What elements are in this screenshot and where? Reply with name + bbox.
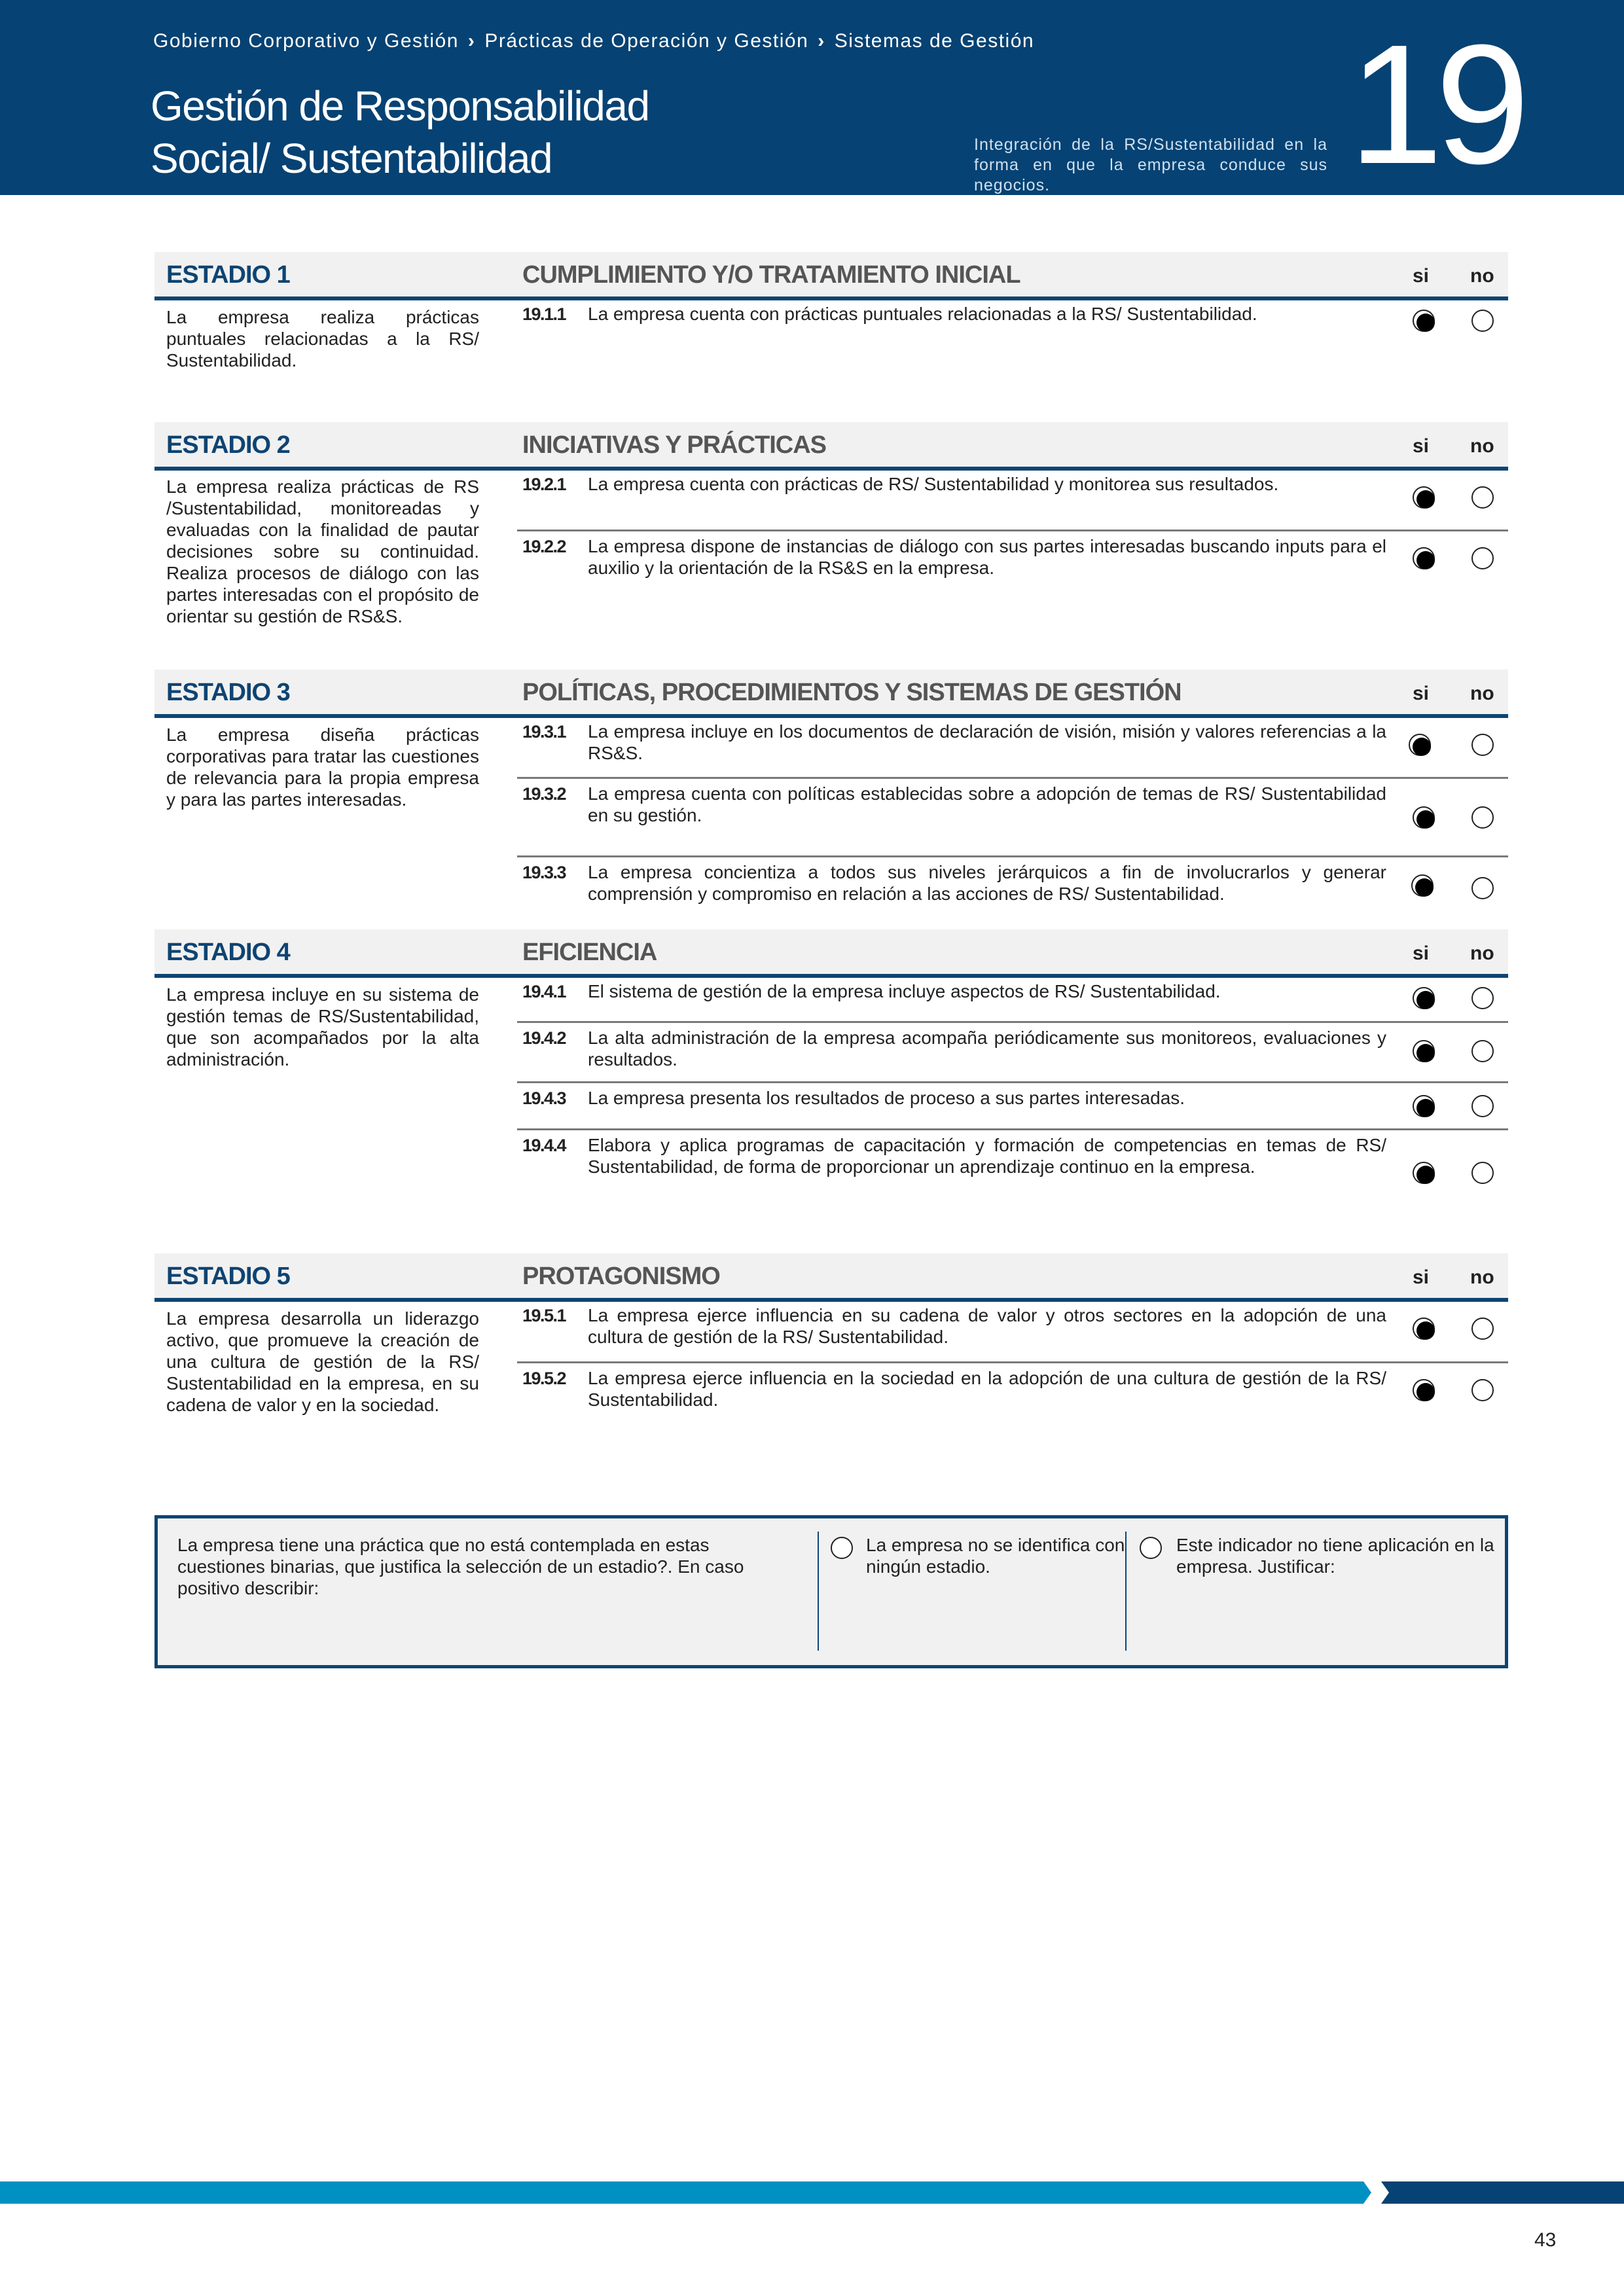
breadcrumb — [153, 30, 1034, 52]
question-row — [517, 1128, 1508, 1202]
question-row — [517, 717, 1508, 777]
question-code: 19.3.3 — [522, 863, 566, 882]
radio-no[interactable] — [1471, 806, 1494, 829]
page-title-line: Social/ Sustentabilidad — [151, 135, 552, 182]
stage-title: INICIATIVAS Y PRÁCTICAS — [522, 431, 827, 459]
question-text: La empresa cuenta con prácticas de RS/ Sustentabilidad y monitorea sus resultados. — [588, 474, 1279, 494]
question-text: La empresa dispone de instancias de diálogo con sus partes interesadas buscando inputs para el auxilio y la orientación de la RS&S en la empresa. — [588, 536, 1386, 578]
column-si: si — [1413, 1266, 1430, 1288]
question-code: 19.4.1 — [522, 982, 566, 1001]
footer-band-dark — [1381, 2181, 1624, 2204]
column-no: no — [1470, 1266, 1494, 1288]
question-text: La empresa incluye en los documentos de declaración de visión, misión y valores referencias a la RS&S. — [588, 721, 1386, 763]
column-si: si — [1413, 265, 1430, 287]
radio-si-checked[interactable] — [1413, 486, 1435, 509]
stage-label: ESTADIO 5 — [166, 1263, 290, 1290]
column-no: no — [1470, 942, 1494, 964]
question-row — [517, 855, 1508, 923]
radio-no[interactable] — [1471, 1318, 1494, 1340]
chevron-right-icon — [1363, 2181, 1371, 2204]
page-title — [151, 80, 649, 185]
question-code: 19.4.3 — [522, 1088, 566, 1108]
question-text: La empresa cuenta con políticas establecidas sobre a adopción de temas de RS/ Sustentabilidad en su gestión. — [588, 783, 1386, 825]
stage-description: La empresa desarrolla un liderazgo activo, que promueve la creación de una cultura de gestión de la RS/ Sustentabilidad en la empresa, en su cadena de valor y en la sociedad. — [166, 1308, 479, 1415]
column-si: si — [1413, 942, 1430, 964]
question-code: 19.2.2 — [522, 537, 566, 556]
radio-no[interactable] — [1471, 486, 1494, 509]
question-row — [517, 299, 1508, 358]
stage-1-header — [154, 252, 1508, 300]
stage-5-header — [154, 1253, 1508, 1302]
radio-si-checked[interactable] — [1413, 1318, 1435, 1340]
question-text: La empresa presenta los resultados de proceso a sus partes interesadas. — [588, 1088, 1185, 1108]
page-header — [0, 0, 1624, 200]
column-no: no — [1470, 265, 1494, 287]
stage-label: ESTADIO 2 — [166, 431, 290, 459]
column-si: si — [1413, 435, 1430, 457]
stage-label: ESTADIO 1 — [166, 261, 290, 289]
column-no: no — [1470, 683, 1494, 704]
stage-label: ESTADIO 3 — [166, 679, 290, 706]
question-row — [517, 977, 1508, 1021]
question-row — [517, 777, 1508, 857]
question-row — [517, 1361, 1508, 1429]
radio-si-checked[interactable] — [1413, 1095, 1435, 1117]
question-row — [517, 529, 1508, 597]
indicator-description: Integración de la RS/Sustentabilidad en la forma en que la empresa conduce sus negocios. — [974, 135, 1327, 194]
question-row — [517, 1300, 1508, 1361]
question-text: La empresa ejerce influencia en la sociedad en la adopción de una cultura de gestión de la RS/ Sustentabilidad. — [588, 1368, 1386, 1410]
additional-question: La empresa tiene una práctica que no está contemplada en estas cuestiones binarias, que justifica la selección de un estadio?. En caso positivo describir: — [177, 1535, 744, 1598]
radio-no[interactable] — [1471, 734, 1494, 756]
stage-4-header — [154, 929, 1508, 978]
stage-title: EFICIENCIA — [522, 939, 657, 966]
question-code: 19.5.1 — [522, 1306, 566, 1325]
radio-no[interactable] — [1471, 1040, 1494, 1062]
stage-title: PROTAGONISMO — [522, 1263, 720, 1290]
question-code: 19.4.2 — [522, 1028, 566, 1048]
column-si: si — [1413, 683, 1430, 704]
indicator-number: 19 — [1348, 10, 1523, 200]
divider — [1125, 1532, 1127, 1651]
radio-no[interactable] — [1471, 877, 1494, 899]
question-text: Elabora y aplica programas de capacitación y formación de competencias en temas de RS/ Sustentabilidad, de forma de proporcionar un aprendizaje continuo en la empresa. — [588, 1135, 1386, 1177]
column-no: no — [1470, 435, 1494, 457]
chevron-right-icon: › — [467, 30, 476, 52]
radio-si-checked[interactable] — [1413, 1379, 1435, 1401]
breadcrumb-item: Sistemas de Gestión — [834, 30, 1035, 52]
divider — [818, 1532, 819, 1651]
radio-si-checked[interactable] — [1409, 734, 1431, 756]
radio-not-applicable[interactable] — [1140, 1537, 1162, 1559]
radio-no[interactable] — [1471, 1095, 1494, 1117]
radio-no[interactable] — [1471, 1162, 1494, 1184]
radio-si-checked[interactable] — [1413, 1040, 1435, 1062]
additional-practice-box — [154, 1515, 1508, 1668]
stage-2-header — [154, 422, 1508, 471]
stage-description: La empresa realiza prácticas de RS /Sustentabilidad, monitoreadas y evaluadas con la finalidad de pautar decisiones sobre su continuidad. Realiza procesos de diálogo con las partes interesadas con el propósito de orientar su gestión de RS&S. — [166, 476, 479, 626]
page-title-line: Gestión de Responsabilidad — [151, 82, 649, 130]
question-text: El sistema de gestión de la empresa incluye aspectos de RS/ Sustentabilidad. — [588, 981, 1221, 1001]
radio-no[interactable] — [1471, 310, 1494, 332]
radio-no[interactable] — [1471, 987, 1494, 1009]
question-code: 19.3.2 — [522, 784, 566, 804]
question-code: 19.5.2 — [522, 1369, 566, 1388]
breadcrumb-item: Prácticas de Operación y Gestión — [484, 30, 809, 52]
stage-label: ESTADIO 4 — [166, 939, 290, 966]
stage-description: La empresa realiza prácticas puntuales relacionadas a la RS/ Sustentabilidad. — [166, 307, 479, 370]
question-code: 19.4.4 — [522, 1136, 566, 1155]
radio-si-checked[interactable] — [1413, 806, 1435, 829]
radio-no[interactable] — [1471, 1379, 1494, 1401]
option-no-stage-label: La empresa no se identifica con ningún estadio. — [866, 1535, 1125, 1577]
radio-si-checked[interactable] — [1413, 1162, 1435, 1184]
radio-no-stage[interactable] — [831, 1537, 853, 1559]
stage-title: POLÍTICAS, PROCEDIMIENTOS Y SISTEMAS DE GESTIÓN — [522, 679, 1182, 706]
radio-si-checked[interactable] — [1413, 310, 1435, 332]
question-code: 19.1.1 — [522, 304, 566, 324]
radio-si-checked[interactable] — [1413, 547, 1435, 569]
question-row — [517, 1081, 1508, 1130]
stage-description: La empresa diseña prácticas corporativas para tratar las cuestiones de relevancia para la propia empresa y para las partes interesadas. — [166, 725, 479, 810]
question-text: La alta administración de la empresa acompaña periódicamente sus monitoreos, evaluaciones y resultados. — [588, 1028, 1386, 1069]
question-code: 19.3.1 — [522, 722, 566, 742]
question-row — [517, 1021, 1508, 1083]
radio-no[interactable] — [1471, 547, 1494, 569]
radio-si-checked[interactable] — [1411, 874, 1434, 897]
stage-description: La empresa incluye en su sistema de gestión temas de RS/Sustentabilidad, que son acompañados por la alta administración. — [166, 984, 479, 1069]
stage-3-header — [154, 670, 1508, 718]
question-text: La empresa cuenta con prácticas puntuales relacionadas a la RS/ Sustentabilidad. — [588, 304, 1257, 324]
question-text: La empresa ejerce influencia en su cadena de valor y otros sectores en la adopción de una cultura de gestión de la RS/ Sustentabilidad. — [588, 1305, 1386, 1347]
stage-title: CUMPLIMIENTO Y/O TRATAMIENTO INICIAL — [522, 261, 1020, 289]
radio-si-checked[interactable] — [1413, 987, 1435, 1009]
question-text: La empresa concientiza a todos sus niveles jerárquicos a fin de involucrarlos y generar comprensión y compromiso en relación a las acciones de RS/ Sustentabilidad. — [588, 862, 1386, 904]
option-not-applicable-label: Este indicador no tiene aplicación en la empresa. Justificar: — [1176, 1535, 1494, 1577]
footer-band — [0, 2181, 1363, 2204]
page-number: 43 — [1534, 2229, 1557, 2251]
question-row — [517, 469, 1508, 529]
breadcrumb-item: Gobierno Corporativo y Gestión — [153, 30, 459, 52]
chevron-right-icon: › — [818, 30, 825, 52]
question-code: 19.2.1 — [522, 475, 566, 494]
